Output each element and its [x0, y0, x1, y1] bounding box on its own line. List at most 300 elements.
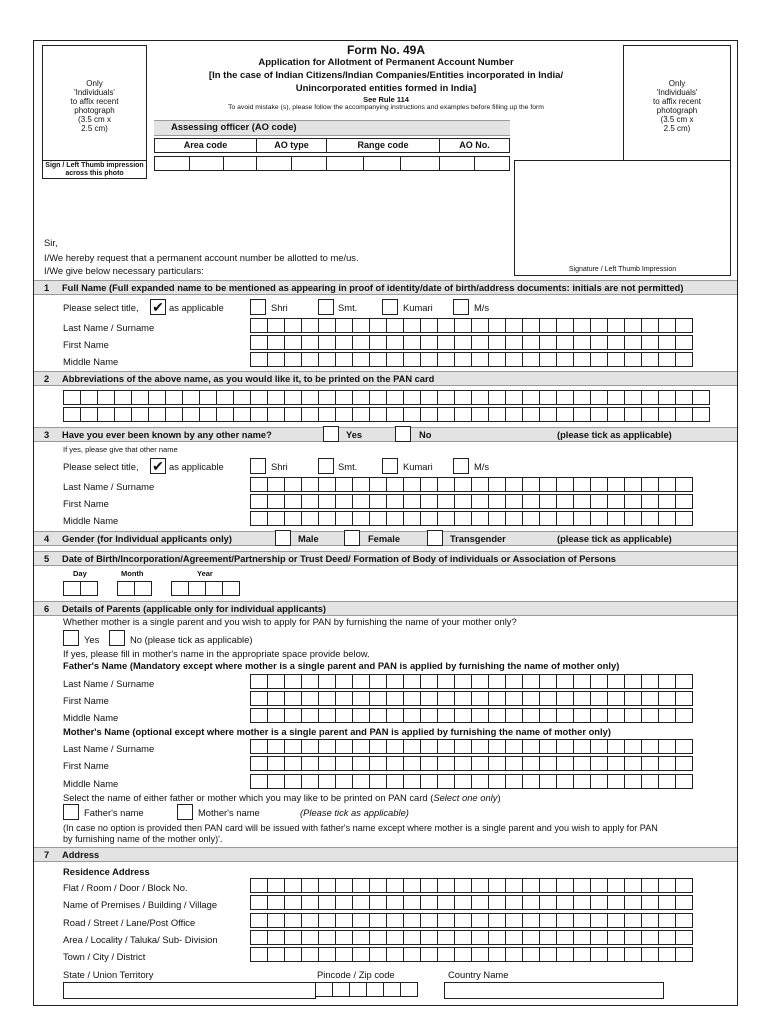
- character-cell[interactable]: [573, 930, 591, 945]
- character-cell[interactable]: [437, 739, 455, 754]
- gender-male-checkbox[interactable]: [275, 530, 291, 546]
- character-cell[interactable]: [539, 774, 557, 789]
- character-cell[interactable]: [403, 947, 421, 962]
- character-cell[interactable]: [199, 407, 217, 422]
- character-cell[interactable]: [335, 913, 353, 928]
- area-grid[interactable]: [250, 930, 692, 945]
- character-cell[interactable]: [675, 335, 693, 350]
- character-cell[interactable]: [80, 390, 98, 405]
- character-cell[interactable]: [352, 494, 370, 509]
- character-cell[interactable]: [301, 878, 319, 893]
- character-cell[interactable]: [437, 318, 455, 333]
- character-cell[interactable]: [437, 477, 455, 492]
- character-cell[interactable]: [454, 674, 472, 689]
- character-cell[interactable]: [369, 930, 387, 945]
- character-cell[interactable]: [369, 477, 387, 492]
- character-cell[interactable]: [335, 318, 353, 333]
- character-cell[interactable]: [505, 352, 523, 367]
- character-cell[interactable]: [658, 318, 676, 333]
- character-cell[interactable]: [607, 895, 625, 910]
- character-cell[interactable]: [607, 511, 625, 526]
- character-cell[interactable]: [675, 774, 693, 789]
- character-cell[interactable]: [267, 494, 285, 509]
- character-cell[interactable]: [641, 691, 659, 706]
- character-cell[interactable]: [267, 674, 285, 689]
- character-cell[interactable]: [641, 335, 659, 350]
- character-cell[interactable]: [641, 407, 659, 422]
- character-cell[interactable]: [590, 691, 608, 706]
- character-cell[interactable]: [403, 318, 421, 333]
- character-cell[interactable]: [318, 708, 336, 723]
- character-cell[interactable]: [624, 691, 642, 706]
- character-cell[interactable]: [556, 895, 574, 910]
- character-cell[interactable]: [437, 691, 455, 706]
- character-cell[interactable]: [284, 335, 302, 350]
- character-cell[interactable]: [675, 878, 693, 893]
- middle-name-grid[interactable]: [250, 352, 692, 367]
- character-cell[interactable]: [539, 895, 557, 910]
- character-cell[interactable]: [505, 494, 523, 509]
- character-cell[interactable]: [471, 407, 489, 422]
- character-cell[interactable]: [284, 691, 302, 706]
- character-cell[interactable]: [454, 708, 472, 723]
- character-cell[interactable]: [505, 739, 523, 754]
- character-cell[interactable]: [301, 494, 319, 509]
- character-cell[interactable]: [318, 895, 336, 910]
- character-cell[interactable]: [383, 982, 401, 997]
- character-cell[interactable]: [505, 691, 523, 706]
- character-cell[interactable]: [675, 756, 693, 771]
- character-cell[interactable]: [301, 913, 319, 928]
- other-title-kumari-checkbox[interactable]: [382, 458, 398, 474]
- character-cell[interactable]: [454, 511, 472, 526]
- character-cell[interactable]: [471, 878, 489, 893]
- title-ms-checkbox[interactable]: [453, 299, 469, 315]
- character-cell[interactable]: [607, 477, 625, 492]
- character-cell[interactable]: [573, 708, 591, 723]
- mother-last-name-grid[interactable]: [250, 739, 692, 754]
- other-name-no-checkbox[interactable]: [395, 426, 411, 442]
- character-cell[interactable]: [369, 774, 387, 789]
- character-cell[interactable]: [624, 878, 642, 893]
- character-cell[interactable]: [318, 352, 336, 367]
- character-cell[interactable]: [182, 407, 200, 422]
- character-cell[interactable]: [556, 335, 574, 350]
- character-cell[interactable]: [154, 156, 190, 171]
- character-cell[interactable]: [335, 739, 353, 754]
- character-cell[interactable]: [488, 930, 506, 945]
- character-cell[interactable]: [624, 913, 642, 928]
- character-cell[interactable]: [63, 390, 81, 405]
- character-cell[interactable]: [624, 756, 642, 771]
- character-cell[interactable]: [284, 756, 302, 771]
- character-cell[interactable]: [607, 930, 625, 945]
- character-cell[interactable]: [471, 477, 489, 492]
- character-cell[interactable]: [505, 947, 523, 962]
- character-cell[interactable]: [291, 156, 327, 171]
- character-cell[interactable]: [267, 477, 285, 492]
- character-cell[interactable]: [454, 930, 472, 945]
- character-cell[interactable]: [573, 511, 591, 526]
- character-cell[interactable]: [318, 511, 336, 526]
- character-cell[interactable]: [199, 390, 217, 405]
- character-cell[interactable]: [505, 756, 523, 771]
- character-cell[interactable]: [403, 774, 421, 789]
- character-cell[interactable]: [352, 947, 370, 962]
- character-cell[interactable]: [301, 477, 319, 492]
- character-cell[interactable]: [658, 708, 676, 723]
- character-cell[interactable]: [658, 913, 676, 928]
- character-cell[interactable]: [318, 691, 336, 706]
- character-cell[interactable]: [556, 352, 574, 367]
- character-cell[interactable]: [318, 774, 336, 789]
- character-cell[interactable]: [522, 756, 540, 771]
- character-cell[interactable]: [624, 407, 642, 422]
- character-cell[interactable]: [692, 407, 710, 422]
- character-cell[interactable]: [284, 895, 302, 910]
- character-cell[interactable]: [454, 335, 472, 350]
- character-cell[interactable]: [488, 895, 506, 910]
- character-cell[interactable]: [624, 352, 642, 367]
- character-cell[interactable]: [403, 674, 421, 689]
- character-cell[interactable]: [488, 913, 506, 928]
- other-title-shri-checkbox[interactable]: [250, 458, 266, 474]
- character-cell[interactable]: [437, 930, 455, 945]
- character-cell[interactable]: [267, 739, 285, 754]
- character-cell[interactable]: [233, 407, 251, 422]
- character-cell[interactable]: [590, 708, 608, 723]
- character-cell[interactable]: [607, 708, 625, 723]
- character-cell[interactable]: [267, 878, 285, 893]
- character-cell[interactable]: [522, 774, 540, 789]
- character-cell[interactable]: [607, 739, 625, 754]
- character-cell[interactable]: [505, 335, 523, 350]
- character-cell[interactable]: [624, 930, 642, 945]
- character-cell[interactable]: [284, 674, 302, 689]
- character-cell[interactable]: [335, 390, 353, 405]
- character-cell[interactable]: [675, 352, 693, 367]
- character-cell[interactable]: [437, 674, 455, 689]
- character-cell[interactable]: [420, 739, 438, 754]
- character-cell[interactable]: [675, 739, 693, 754]
- character-cell[interactable]: [420, 674, 438, 689]
- character-cell[interactable]: [369, 913, 387, 928]
- character-cell[interactable]: [675, 930, 693, 945]
- character-cell[interactable]: [539, 739, 557, 754]
- character-cell[interactable]: [658, 494, 676, 509]
- character-cell[interactable]: [505, 913, 523, 928]
- character-cell[interactable]: [188, 581, 206, 596]
- character-cell[interactable]: [539, 756, 557, 771]
- character-cell[interactable]: [267, 352, 285, 367]
- character-cell[interactable]: [301, 335, 319, 350]
- character-cell[interactable]: [301, 691, 319, 706]
- character-cell[interactable]: [301, 511, 319, 526]
- character-cell[interactable]: [590, 774, 608, 789]
- character-cell[interactable]: [369, 947, 387, 962]
- character-cell[interactable]: [352, 674, 370, 689]
- character-cell[interactable]: [590, 930, 608, 945]
- character-cell[interactable]: [522, 739, 540, 754]
- character-cell[interactable]: [607, 913, 625, 928]
- character-cell[interactable]: [352, 895, 370, 910]
- character-cell[interactable]: [624, 390, 642, 405]
- character-cell[interactable]: [556, 494, 574, 509]
- character-cell[interactable]: [505, 390, 523, 405]
- dob-year-grid[interactable]: [171, 581, 239, 596]
- character-cell[interactable]: [539, 947, 557, 962]
- road-grid[interactable]: [250, 913, 692, 928]
- character-cell[interactable]: [386, 691, 404, 706]
- character-cell[interactable]: [590, 674, 608, 689]
- character-cell[interactable]: [335, 895, 353, 910]
- character-cell[interactable]: [403, 477, 421, 492]
- character-cell[interactable]: [301, 756, 319, 771]
- character-cell[interactable]: [335, 930, 353, 945]
- character-cell[interactable]: [539, 318, 557, 333]
- character-cell[interactable]: [420, 930, 438, 945]
- character-cell[interactable]: [403, 739, 421, 754]
- character-cell[interactable]: [148, 390, 166, 405]
- character-cell[interactable]: [250, 390, 268, 405]
- character-cell[interactable]: [386, 477, 404, 492]
- character-cell[interactable]: [488, 511, 506, 526]
- character-cell[interactable]: [267, 756, 285, 771]
- character-cell[interactable]: [165, 407, 183, 422]
- character-cell[interactable]: [556, 407, 574, 422]
- character-cell[interactable]: [250, 318, 268, 333]
- character-cell[interactable]: [335, 511, 353, 526]
- character-cell[interactable]: [539, 674, 557, 689]
- character-cell[interactable]: [131, 407, 149, 422]
- character-cell[interactable]: [335, 691, 353, 706]
- character-cell[interactable]: [403, 878, 421, 893]
- character-cell[interactable]: [607, 390, 625, 405]
- character-cell[interactable]: [607, 756, 625, 771]
- character-cell[interactable]: [624, 708, 642, 723]
- character-cell[interactable]: [505, 477, 523, 492]
- character-cell[interactable]: [117, 581, 135, 596]
- character-cell[interactable]: [301, 674, 319, 689]
- character-cell[interactable]: [189, 156, 224, 171]
- character-cell[interactable]: [522, 947, 540, 962]
- character-cell[interactable]: [522, 930, 540, 945]
- character-cell[interactable]: [522, 511, 540, 526]
- character-cell[interactable]: [403, 930, 421, 945]
- character-cell[interactable]: [284, 739, 302, 754]
- character-cell[interactable]: [386, 674, 404, 689]
- character-cell[interactable]: [471, 390, 489, 405]
- character-cell[interactable]: [488, 774, 506, 789]
- character-cell[interactable]: [301, 708, 319, 723]
- character-cell[interactable]: [573, 739, 591, 754]
- character-cell[interactable]: [675, 407, 693, 422]
- character-cell[interactable]: [488, 708, 506, 723]
- character-cell[interactable]: [420, 335, 438, 350]
- character-cell[interactable]: [658, 407, 676, 422]
- father-middle-name-grid[interactable]: [250, 708, 692, 723]
- character-cell[interactable]: [437, 878, 455, 893]
- character-cell[interactable]: [488, 407, 506, 422]
- character-cell[interactable]: [403, 390, 421, 405]
- title-smt-checkbox[interactable]: [318, 299, 334, 315]
- premises-grid[interactable]: [250, 895, 692, 910]
- character-cell[interactable]: [318, 947, 336, 962]
- character-cell[interactable]: [403, 335, 421, 350]
- character-cell[interactable]: [556, 913, 574, 928]
- character-cell[interactable]: [131, 390, 149, 405]
- character-cell[interactable]: [267, 774, 285, 789]
- character-cell[interactable]: [539, 913, 557, 928]
- pan-abbreviation-grid-row2[interactable]: [63, 407, 709, 422]
- character-cell[interactable]: [624, 674, 642, 689]
- character-cell[interactable]: [454, 913, 472, 928]
- character-cell[interactable]: [624, 335, 642, 350]
- character-cell[interactable]: [284, 913, 302, 928]
- character-cell[interactable]: [250, 913, 268, 928]
- single-parent-no-checkbox[interactable]: [109, 630, 125, 646]
- character-cell[interactable]: [326, 156, 364, 171]
- character-cell[interactable]: [352, 390, 370, 405]
- character-cell[interactable]: [675, 477, 693, 492]
- character-cell[interactable]: [369, 878, 387, 893]
- character-cell[interactable]: [369, 674, 387, 689]
- character-cell[interactable]: [488, 318, 506, 333]
- character-cell[interactable]: [352, 708, 370, 723]
- character-cell[interactable]: [573, 407, 591, 422]
- character-cell[interactable]: [369, 739, 387, 754]
- character-cell[interactable]: [658, 352, 676, 367]
- character-cell[interactable]: [386, 352, 404, 367]
- character-cell[interactable]: [471, 318, 489, 333]
- character-cell[interactable]: [318, 739, 336, 754]
- character-cell[interactable]: [335, 407, 353, 422]
- dob-day-grid[interactable]: [63, 581, 97, 596]
- pan-abbreviation-grid-row1[interactable]: [63, 390, 709, 405]
- character-cell[interactable]: [369, 756, 387, 771]
- character-cell[interactable]: [454, 494, 472, 509]
- character-cell[interactable]: [658, 930, 676, 945]
- character-cell[interactable]: [641, 674, 659, 689]
- character-cell[interactable]: [80, 407, 98, 422]
- character-cell[interactable]: [165, 390, 183, 405]
- character-cell[interactable]: [318, 318, 336, 333]
- character-cell[interactable]: [97, 390, 115, 405]
- character-cell[interactable]: [556, 390, 574, 405]
- character-cell[interactable]: [488, 674, 506, 689]
- character-cell[interactable]: [182, 390, 200, 405]
- character-cell[interactable]: [267, 691, 285, 706]
- character-cell[interactable]: [369, 895, 387, 910]
- character-cell[interactable]: [335, 494, 353, 509]
- other-middle-name-grid[interactable]: [250, 511, 692, 526]
- character-cell[interactable]: [522, 335, 540, 350]
- character-cell[interactable]: [171, 581, 189, 596]
- title-kumari-checkbox[interactable]: [382, 299, 398, 315]
- character-cell[interactable]: [437, 494, 455, 509]
- character-cell[interactable]: [471, 947, 489, 962]
- first-name-grid[interactable]: [250, 335, 692, 350]
- character-cell[interactable]: [641, 477, 659, 492]
- character-cell[interactable]: [658, 774, 676, 789]
- character-cell[interactable]: [349, 982, 367, 997]
- character-cell[interactable]: [539, 691, 557, 706]
- character-cell[interactable]: [675, 390, 693, 405]
- character-cell[interactable]: [539, 878, 557, 893]
- character-cell[interactable]: [522, 407, 540, 422]
- character-cell[interactable]: [267, 930, 285, 945]
- character-cell[interactable]: [437, 947, 455, 962]
- character-cell[interactable]: [267, 318, 285, 333]
- character-cell[interactable]: [267, 913, 285, 928]
- father-last-name-grid[interactable]: [250, 674, 692, 689]
- character-cell[interactable]: [386, 708, 404, 723]
- character-cell[interactable]: [63, 581, 81, 596]
- character-cell[interactable]: [488, 756, 506, 771]
- character-cell[interactable]: [505, 774, 523, 789]
- character-cell[interactable]: [250, 947, 268, 962]
- character-cell[interactable]: [607, 947, 625, 962]
- character-cell[interactable]: [352, 756, 370, 771]
- character-cell[interactable]: [488, 878, 506, 893]
- character-cell[interactable]: [352, 930, 370, 945]
- photo-box-left[interactable]: [42, 45, 147, 161]
- character-cell[interactable]: [658, 895, 676, 910]
- other-title-ms-checkbox[interactable]: [453, 458, 469, 474]
- character-cell[interactable]: [420, 708, 438, 723]
- character-cell[interactable]: [335, 774, 353, 789]
- character-cell[interactable]: [641, 511, 659, 526]
- character-cell[interactable]: [250, 511, 268, 526]
- character-cell[interactable]: [454, 407, 472, 422]
- character-cell[interactable]: [352, 335, 370, 350]
- gender-transgender-checkbox[interactable]: [427, 530, 443, 546]
- character-cell[interactable]: [522, 390, 540, 405]
- character-cell[interactable]: [556, 477, 574, 492]
- character-cell[interactable]: [474, 156, 510, 171]
- character-cell[interactable]: [641, 390, 659, 405]
- flat-grid[interactable]: [250, 878, 692, 893]
- character-cell[interactable]: [267, 947, 285, 962]
- character-cell[interactable]: [590, 335, 608, 350]
- character-cell[interactable]: [301, 407, 319, 422]
- character-cell[interactable]: [692, 390, 710, 405]
- character-cell[interactable]: [216, 407, 234, 422]
- character-cell[interactable]: [607, 774, 625, 789]
- country-input[interactable]: [444, 982, 664, 999]
- character-cell[interactable]: [658, 947, 676, 962]
- signature-box[interactable]: [514, 160, 731, 276]
- character-cell[interactable]: [352, 878, 370, 893]
- character-cell[interactable]: [386, 774, 404, 789]
- character-cell[interactable]: [522, 494, 540, 509]
- character-cell[interactable]: [590, 895, 608, 910]
- character-cell[interactable]: [573, 774, 591, 789]
- character-cell[interactable]: [403, 691, 421, 706]
- character-cell[interactable]: [556, 739, 574, 754]
- character-cell[interactable]: [420, 407, 438, 422]
- character-cell[interactable]: [386, 878, 404, 893]
- character-cell[interactable]: [658, 878, 676, 893]
- character-cell[interactable]: [420, 913, 438, 928]
- character-cell[interactable]: [284, 318, 302, 333]
- character-cell[interactable]: [471, 774, 489, 789]
- character-cell[interactable]: [250, 756, 268, 771]
- character-cell[interactable]: [471, 352, 489, 367]
- character-cell[interactable]: [114, 390, 132, 405]
- character-cell[interactable]: [301, 352, 319, 367]
- character-cell[interactable]: [641, 739, 659, 754]
